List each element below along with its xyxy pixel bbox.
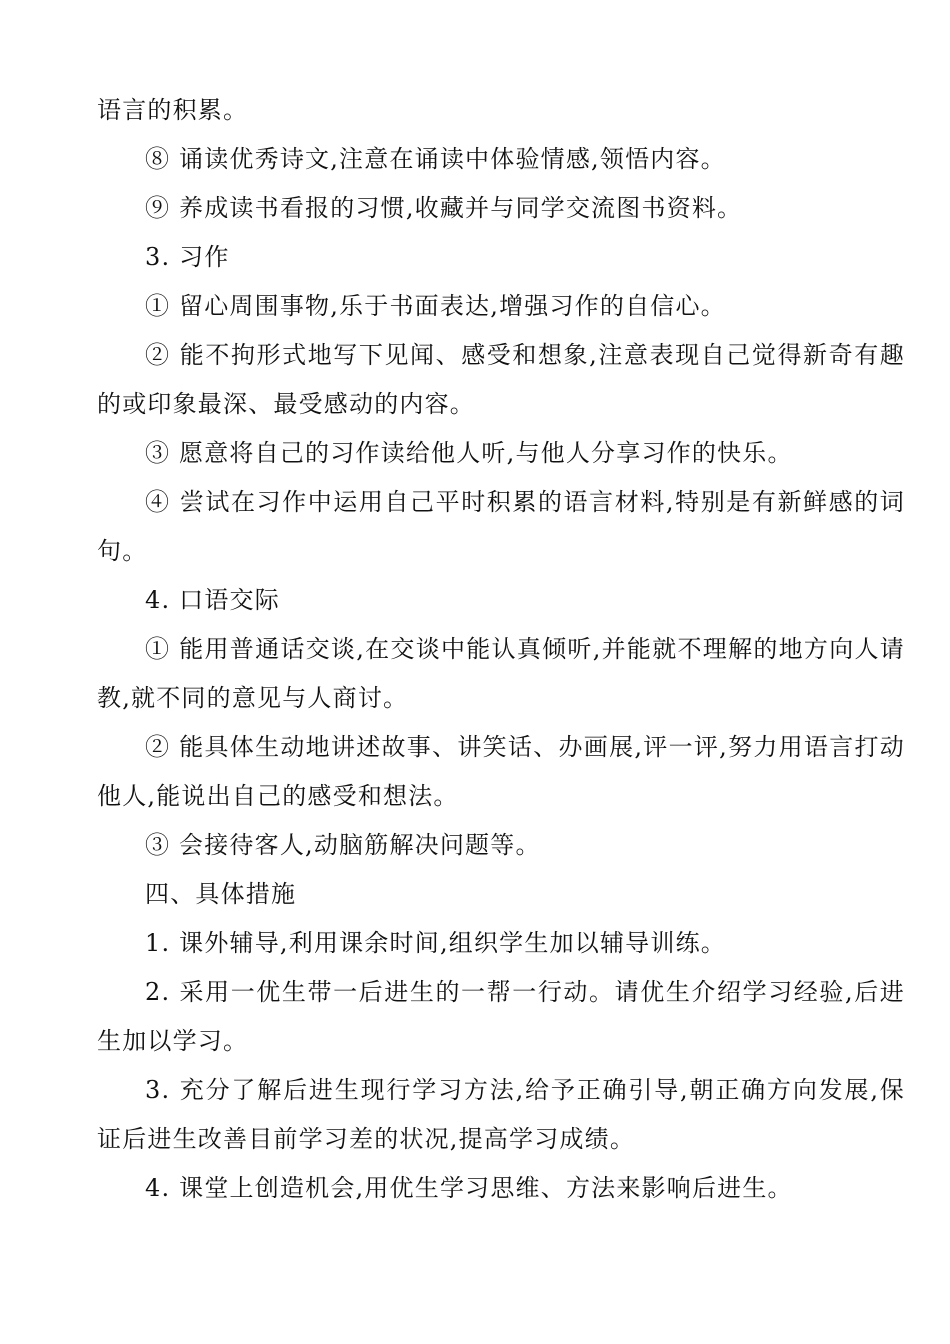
- writing-item-4: ④ 尝试在习作中运用自己平时积累的语言材料,特别是有新鲜感的词句。: [97, 488, 905, 565]
- measure-item-4: 4. 课堂上创造机会,用优生学习思维、方法来影响后进生。: [145, 1174, 793, 1202]
- writing-item-2: ② 能不拘形式地写下见闻、感受和想象,注意表现自己觉得新奇有趣的或印象最深、最受感动的内容。: [97, 341, 905, 418]
- reading-item-9: ⑨ 养成读书看报的习惯,收藏并与同学交流图书资料。: [145, 194, 743, 222]
- writing-item-3: ③ 愿意将自己的习作读给他人听,与他人分享习作的快乐。: [145, 439, 793, 467]
- measure-item-2: 2. 采用一优生带一后进生的一帮一行动。请优生介绍学习经验,后进生加以学习。: [97, 978, 905, 1055]
- oral-item-2: ② 能具体生动地讲述故事、讲笑话、办画展,评一评,努力用语言打动他人,能说出自己的感受和想法。: [97, 733, 905, 810]
- continuation-paragraph: 语言的积累。: [97, 96, 249, 124]
- writing-item-1: ① 留心周围事物,乐于书面表达,增强习作的自信心。: [145, 292, 726, 320]
- section-heading-measures: 四、具体措施: [145, 880, 297, 908]
- measure-item-3: 3. 充分了解后进生现行学习方法,给予正确引导,朝正确方向发展,保证后进生改善目前学习差的状况,提高学习成绩。: [97, 1076, 905, 1153]
- oral-item-3: ③ 会接待客人,动脑筋解决问题等。: [145, 831, 541, 859]
- section-heading-oral: 4. 口语交际: [145, 586, 280, 614]
- section-heading-writing: 3. 习作: [145, 243, 230, 271]
- document-page: [97, 86, 905, 1213]
- oral-item-1: ① 能用普通话交谈,在交谈中能认真倾听,并能就不理解的地方向人请教,就不同的意见与人商讨。: [97, 635, 905, 712]
- reading-item-8: ⑧ 诵读优秀诗文,注意在诵读中体验情感,领悟内容。: [145, 145, 726, 173]
- measure-item-1: 1. 课外辅导,利用课余时间,组织学生加以辅导训练。: [145, 929, 726, 957]
